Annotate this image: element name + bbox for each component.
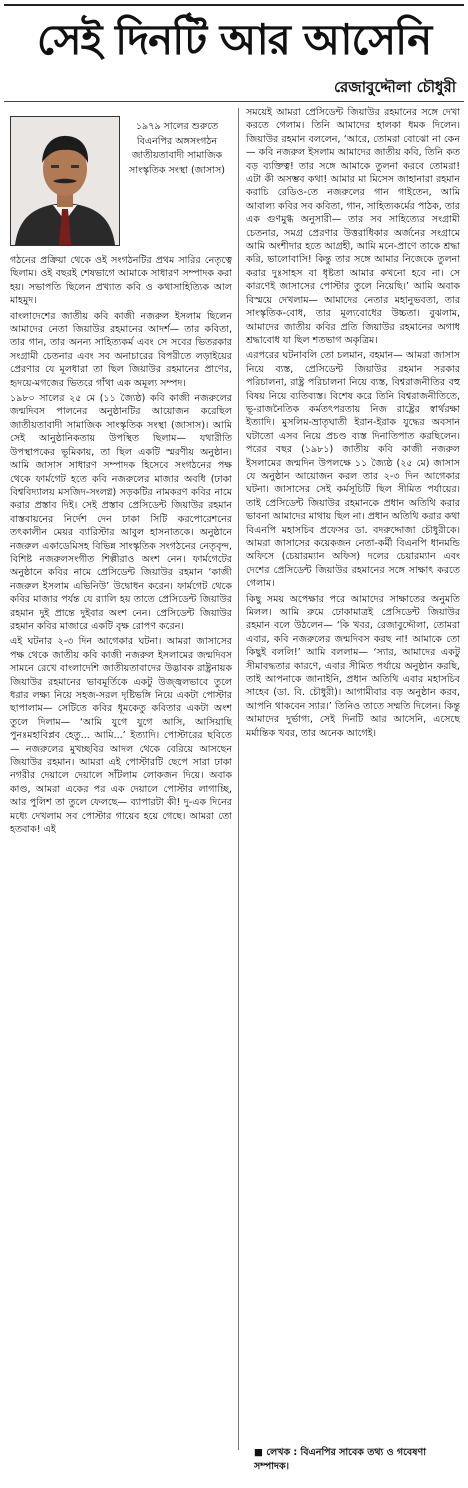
intro-text: ১৯৭৯ সালের শুরুতে বিএনপির অঙ্গসংগঠন জাতীয়তাবাদী সামাজিক সাংস্কৃতিক সংস্থা (জাসাস) — [129, 121, 225, 176]
right-column — [246, 106, 460, 742]
photo-block — [10, 106, 232, 254]
byline: রেজাবুদ্দৌলা চৌধুরী — [333, 78, 456, 96]
author-portrait-icon — [11, 117, 119, 245]
headline: সেই দিনটি আর আসেনি — [36, 15, 432, 64]
right-paragraph-3: কিছু সময় অপেক্ষার পরে আমাদের সাক্ষাতের অনুমতি মিলল। আমি রুমে ঢোকামাত্রই প্রেসিডেন্ট জিয়াউর রহমান বলে উঠলেন— ‘কি খবর, রেজাবুদ্দৌলা, তোমরা এবার, কবি নজরুলের জন্মদিবস করছ না! আমাকে তো কিছুই বললি!’ আমি বললাম— ‘স্যার, আমাদের একটু সীমাবদ্ধতার কারণে, এবার সীমিত পর্যায়ে অনুষ্ঠান করছি, তাই আপনাকে জানাইনি, প্রধান অতিথি এবার মহাসচিব সাহেব (ডা. বি. চৌধুরী)। আগামীবার বড় অনুষ্ঠান করব, আপনি থাকবেন স্যার।’ তিনিও তাতে সম্মতি দিলেন। কিন্তু আমাদের দুর্ভাগ্য, সেই দিনটি আর আসেনি, এসেছে মর্মান্তিক খবর, তার অনেক আগেই। — [246, 593, 460, 739]
left-paragraph-1: গঠনের প্রক্রিয়া থেকে ওই সংগঠনটির প্রথম সারির নেতৃত্বে ছিলাম। ওই বছরই শেষভাগে আমাকে সাধারণ সম্পাদক করা হয়। সভাপতি ছিলেন প্রখ্যাত কবি ও কথাসাহিত্যিক আল মাহমুদ। — [10, 255, 232, 307]
column-divider — [238, 108, 239, 1450]
right-paragraph-1: সময়েই আমরা প্রেসিডেন্ট জিয়াউর রহমানের সঙ্গে দেখা করতে গেলাম। তিনি আমাদের হালকা ধমক দিলেন। জিয়াউর রহমান বললেন, ‘আরে, তোমরা বোঝো না কেন— কবি নজরুল ইসলাম আমাদের জাতীয় কবি, তিনি কত বড় ব্যক্তিত্ব! তার সঙ্গে আমাকে তুলনা করবে তোমরা! এটা কী অসম্ভব কথা! আমার মা মিসেস জাহানারা রহমান করাচি রেডিও-তে নজরুলের গান গাইতেন, আমি আবাল্য কবির সব কবিতা, গান, সাহিত্যকর্মের পাঠক, তার এক গুণমুগ্ধ অনুসারী— তার সব সাহিত্যের সংগ্রামী চেতনার, সমগ্র প্রেরণার উত্তরাধিকার অর্জনের সংগ্রামে আমি অংশীদার হতে আগ্রহী, আমি মনে-প্রাণে তাকে শ্রদ্ধা করি, ভালোবাসি! কিন্তু তার সঙ্গে আমার নিজেকে তুলনা করার দুঃসাহস বা ধৃষ্টতা আমার কখনো হবে না। সে কারণেই জাসাসের পোস্টার তুলে নিয়েছি।’ আমি অবাক বিস্ময়ে দেখলাম— আমাদের নেতার মহানুভবতা, তার সাংস্কৃতিক-বোধ, তার মূল্যবোধের উচ্চতা। বুঝলাম, আমাদের জাতীয় কবির প্রতি জিয়াউর রহমানের অগাধ শ্রদ্ধাবোধ যা ছিল শতভাগ অকৃত্রিম। — [246, 107, 460, 346]
author-note — [254, 1446, 460, 1474]
author-note-label: লেখক : — [266, 1447, 298, 1458]
byline-rule — [4, 101, 464, 102]
author-note-text: বিএনপির সাবেক তথ্য ও গবেষণা সম্পাদক। — [254, 1447, 426, 1472]
left-paragraph-3: ১৯৮০ সালের ২৫ মে (১১ জ্যৈষ্ঠ) কবি কাজী নজরুলের জন্মদিবস পালনের অনুষ্ঠানটির আয়োজন করেছিল জাতীয়তাবাদী সামাজিক সাংস্কৃতিক সংস্থা (জাসাস)। আমি সেই আনুষ্ঠানিকতায় উপস্থিত ছিলাম— যথারীতি উপস্থাপকের ভূমিকায়, তা ছিল একটি স্মরণীয় অনুষ্ঠান। আমি জাসাস সাধারণ সম্পাদক হিসেবে সংগঠনের পক্ষ থেকে ফার্মগেট হতে কবি নজরুলের মাজার অবধি (ঢাকা বিশ্ববিদ্যালয় মসজিদ-সংলগ্ন) সড়কটির নামকরণ কবির নামে করার প্রস্তাব দিই। সেই প্রস্তাব প্রেসিডেন্ট জিয়াউর রহমান বাস্তবায়নের নির্দেশ দেন ঢাকা সিটি করপোরেশনের তৎকালীন মেয়র ব্যারিস্টার আবুল হাসনাতকে। অনুষ্ঠানে নজরুল একাডেমিসহ বিভিন্ন সাংস্কৃতিক সংগঠনের নেতৃবৃন্দ, বিশিষ্ট নজরুলসংগীত শিল্পীরাও অংশ নেন। ফার্মগেটের অনুষ্ঠানে কবির নামে প্রেসিডেন্ট জিয়াউর রহমান ‘কাজী নজরুল ইসলাম এভিনিউ’ উদ্বোধন করেন। ফার্মগেট থেকে কবির মাজার পর্যন্ত যে র‍্যালি হয় তাতে প্রেসিডেন্ট জিয়াউর রহমান দুই প্রান্তে দুইবার অংশ নেন। প্রেসিডেন্ট জিয়াউর রহমান কবির মাজারে একটি বৃক্ষ রোপণ করেন। — [10, 393, 232, 632]
left-paragraph-4: এই ঘটনার ২-৩ দিন আগেকার ঘটনা। আমরা জাসাসের পক্ষ থেকে জাতীয় কবি কাজী নজরুল ইসলামের জন্মদিবস সামনে রেখে বাংলাদেশি জাতীয়তাবাদের উদ্ভাবক রাষ্ট্রনায়ক জিয়াউর রহমানের ভাবমূর্তিকে একটু উজ্জ্বলভাবে তুলে ধরার লক্ষ্য নিয়ে সহজ-সরল দৃষ্টিভঙ্গি নিয়ে একটা পোস্টার ছাপালাম— সেটিতে কবির ধূমকেতু কবিতার একটা অংশ তুলে দিলাম— ‘আমি যুগে যুগে আসি, আসিয়াছি পুনঃমহাবিপ্লব হেতু... আমি...’ ইত্যাদি। পোস্টারের ছবিতে— নজরুলের মুখচ্ছবির আদল থেকে বেরিয়ে আসছেন জিয়াউর রহমান। আমরা এই পোস্টারটি ছেপে সারা ঢাকা নগরীর দেয়ালে দেয়ালে সাঁটলাম লোকজন দিয়ে। অবাক কাণ্ড, আমরা একের পর এক দেয়ালে পোস্টার লাগাচ্ছি, আর পুলিশ তা তুলে ফেলছে— ব্যাপারটা কী! দু-এক দিনের মধ্যে দেখলাম সব পোস্টার গায়েব হয়ে গেছে। আমরা তো হতবাক! এই — [10, 636, 232, 836]
left-column — [10, 106, 232, 838]
left-paragraph-2: বাংলাদেশের জাতীয় কবি কাজী নজরুল ইসলাম ছিলেন আমাদের নেতা জিয়াউর রহমানের আদর্শ— তার কবিতা, তার গান, তার অনন্য সাহিত্যকর্ম এবং সে সবের ভিতরকার সংগ্রামী চেতনার এবং সব অনাচারের বিপরীতে লড়াইয়ের প্রেরণার যে মূলধারা তা ছিল জিয়াউর রহমানের প্রাণের, হৃদয়ে-মগজের ভিতরে গাঁথা এক অমূল্য সম্পদ। — [10, 310, 232, 389]
author-photo — [10, 116, 120, 246]
top-rule — [4, 4, 464, 6]
square-marker-icon: ■ — [254, 1447, 263, 1458]
right-paragraph-2: এরপরের ঘটনাবলি তো চলমান, বহমান— আমরা জাসাস নিয়ে ব্যস্ত, প্রেসিডেন্ট জিয়াউর রহমান সরকার পরিচালনা, রাষ্ট্র পরিচালনা নিয়ে ব্যস্ত, বিশ্বরাজনীতির বহু বিষয় নিয়ে ব্যতিব্যস্ত। বিশেষ করে তিনি বিশ্বরাজনীতিতে, ভূ-রাজনৈতিক কর্মতৎপরতায় নিজ রাষ্ট্রের স্বার্থরক্ষা ইত্যাদি। মুসলিম-ভ্রাতৃঘাতী ইরান-ইরাক যুদ্ধের অবসান ঘটাতো এসব নিয়ে প্রচণ্ড ব্যস্ত দিনাতিপাত করছিলেন। পরের বছর (১৯৮১) জাতীয় কবি কাজী নজরুল ইসলামের জন্মদিন উপলক্ষে ১১ জ্যৈষ্ঠ (২৫ মে) জাসাস যে অনুষ্ঠান আয়োজন করল তার ২-৩ দিন আগেকার ঘটনা। জাসাসের সেই কর্মসূচিটি ছিল সীমিত পর্যায়ের। তাই প্রেসিডেন্ট জিয়াউর রহমানকে প্রধান অতিথি করার ভাবনা আমাদের মাথায় ছিল না। প্রধান অতিথি করার কথা বিএনপি মহাসচিব প্রফেসর ডা. বদরুদ্দোজা চৌধুরীকে। আমরা জাসাসের কয়েকজন নেতা-কর্মী বিএনপি ধানমন্ডি অফিসে (চেয়ারম্যান অফিস) দলের চেয়ারম্যান এবং দেশের প্রেসিডেন্ট জিয়াউর রহমানের সঙ্গে সাক্ষাৎ করতে গেলাম। — [246, 350, 460, 590]
